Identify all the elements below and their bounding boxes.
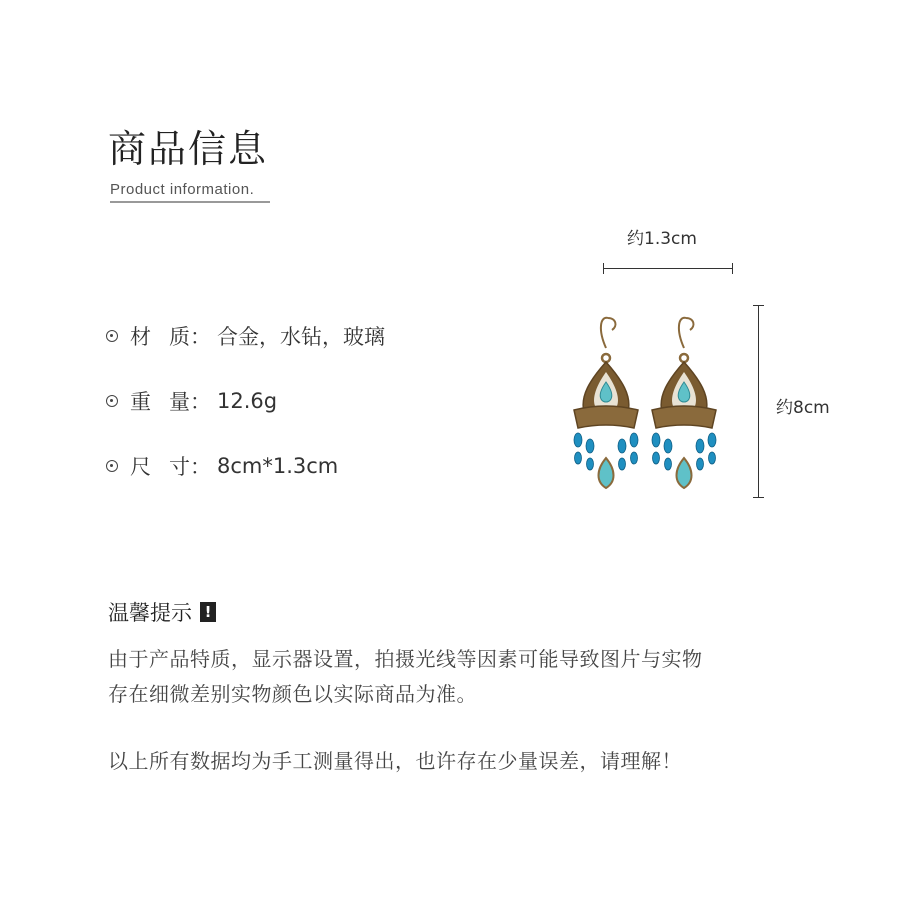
spec-weight: 重 量 ： 12.6g xyxy=(106,386,277,416)
width-dimension-line xyxy=(603,268,733,269)
target-bullet-icon xyxy=(106,395,118,407)
tips-line-2: 存在细微差别实物颜色以实际商品为准。 xyxy=(108,682,477,706)
spec-key: 重 量 xyxy=(130,390,190,414)
tips-line-3: 以上所有数据均为手工测量得出，也许存在少量误差，请理解！ xyxy=(108,749,682,773)
height-dimension-line xyxy=(758,305,759,498)
page-subtitle: Product information. xyxy=(110,181,255,198)
spec-material: 材 质 ： 合金，水钻，玻璃 xyxy=(106,321,385,351)
height-label: 约8cm xyxy=(776,398,830,418)
spec-value: 合金，水钻，玻璃 xyxy=(217,325,385,349)
width-label: 约1.3cm xyxy=(627,229,697,249)
spec-key: 尺 寸 xyxy=(130,455,190,479)
target-bullet-icon xyxy=(106,460,118,472)
earrings-image xyxy=(560,310,730,500)
tips-line-1: 由于产品特质，显示器设置，拍摄光线等因素可能导致图片与实物 xyxy=(108,647,703,671)
target-bullet-icon xyxy=(106,330,118,342)
tips-title: 温馨提示 ! xyxy=(108,597,216,627)
spec-value: 12.6g xyxy=(217,389,278,413)
spec-value: 8cm*1.3cm xyxy=(217,454,339,478)
spec-key: 材 质 xyxy=(130,325,190,349)
exclamation-icon: ! xyxy=(200,602,216,622)
spec-size: 尺 寸 ： 8cm*1.3cm xyxy=(106,451,338,481)
page-title: 商品信息 xyxy=(108,127,269,171)
subtitle-underline xyxy=(110,201,270,203)
